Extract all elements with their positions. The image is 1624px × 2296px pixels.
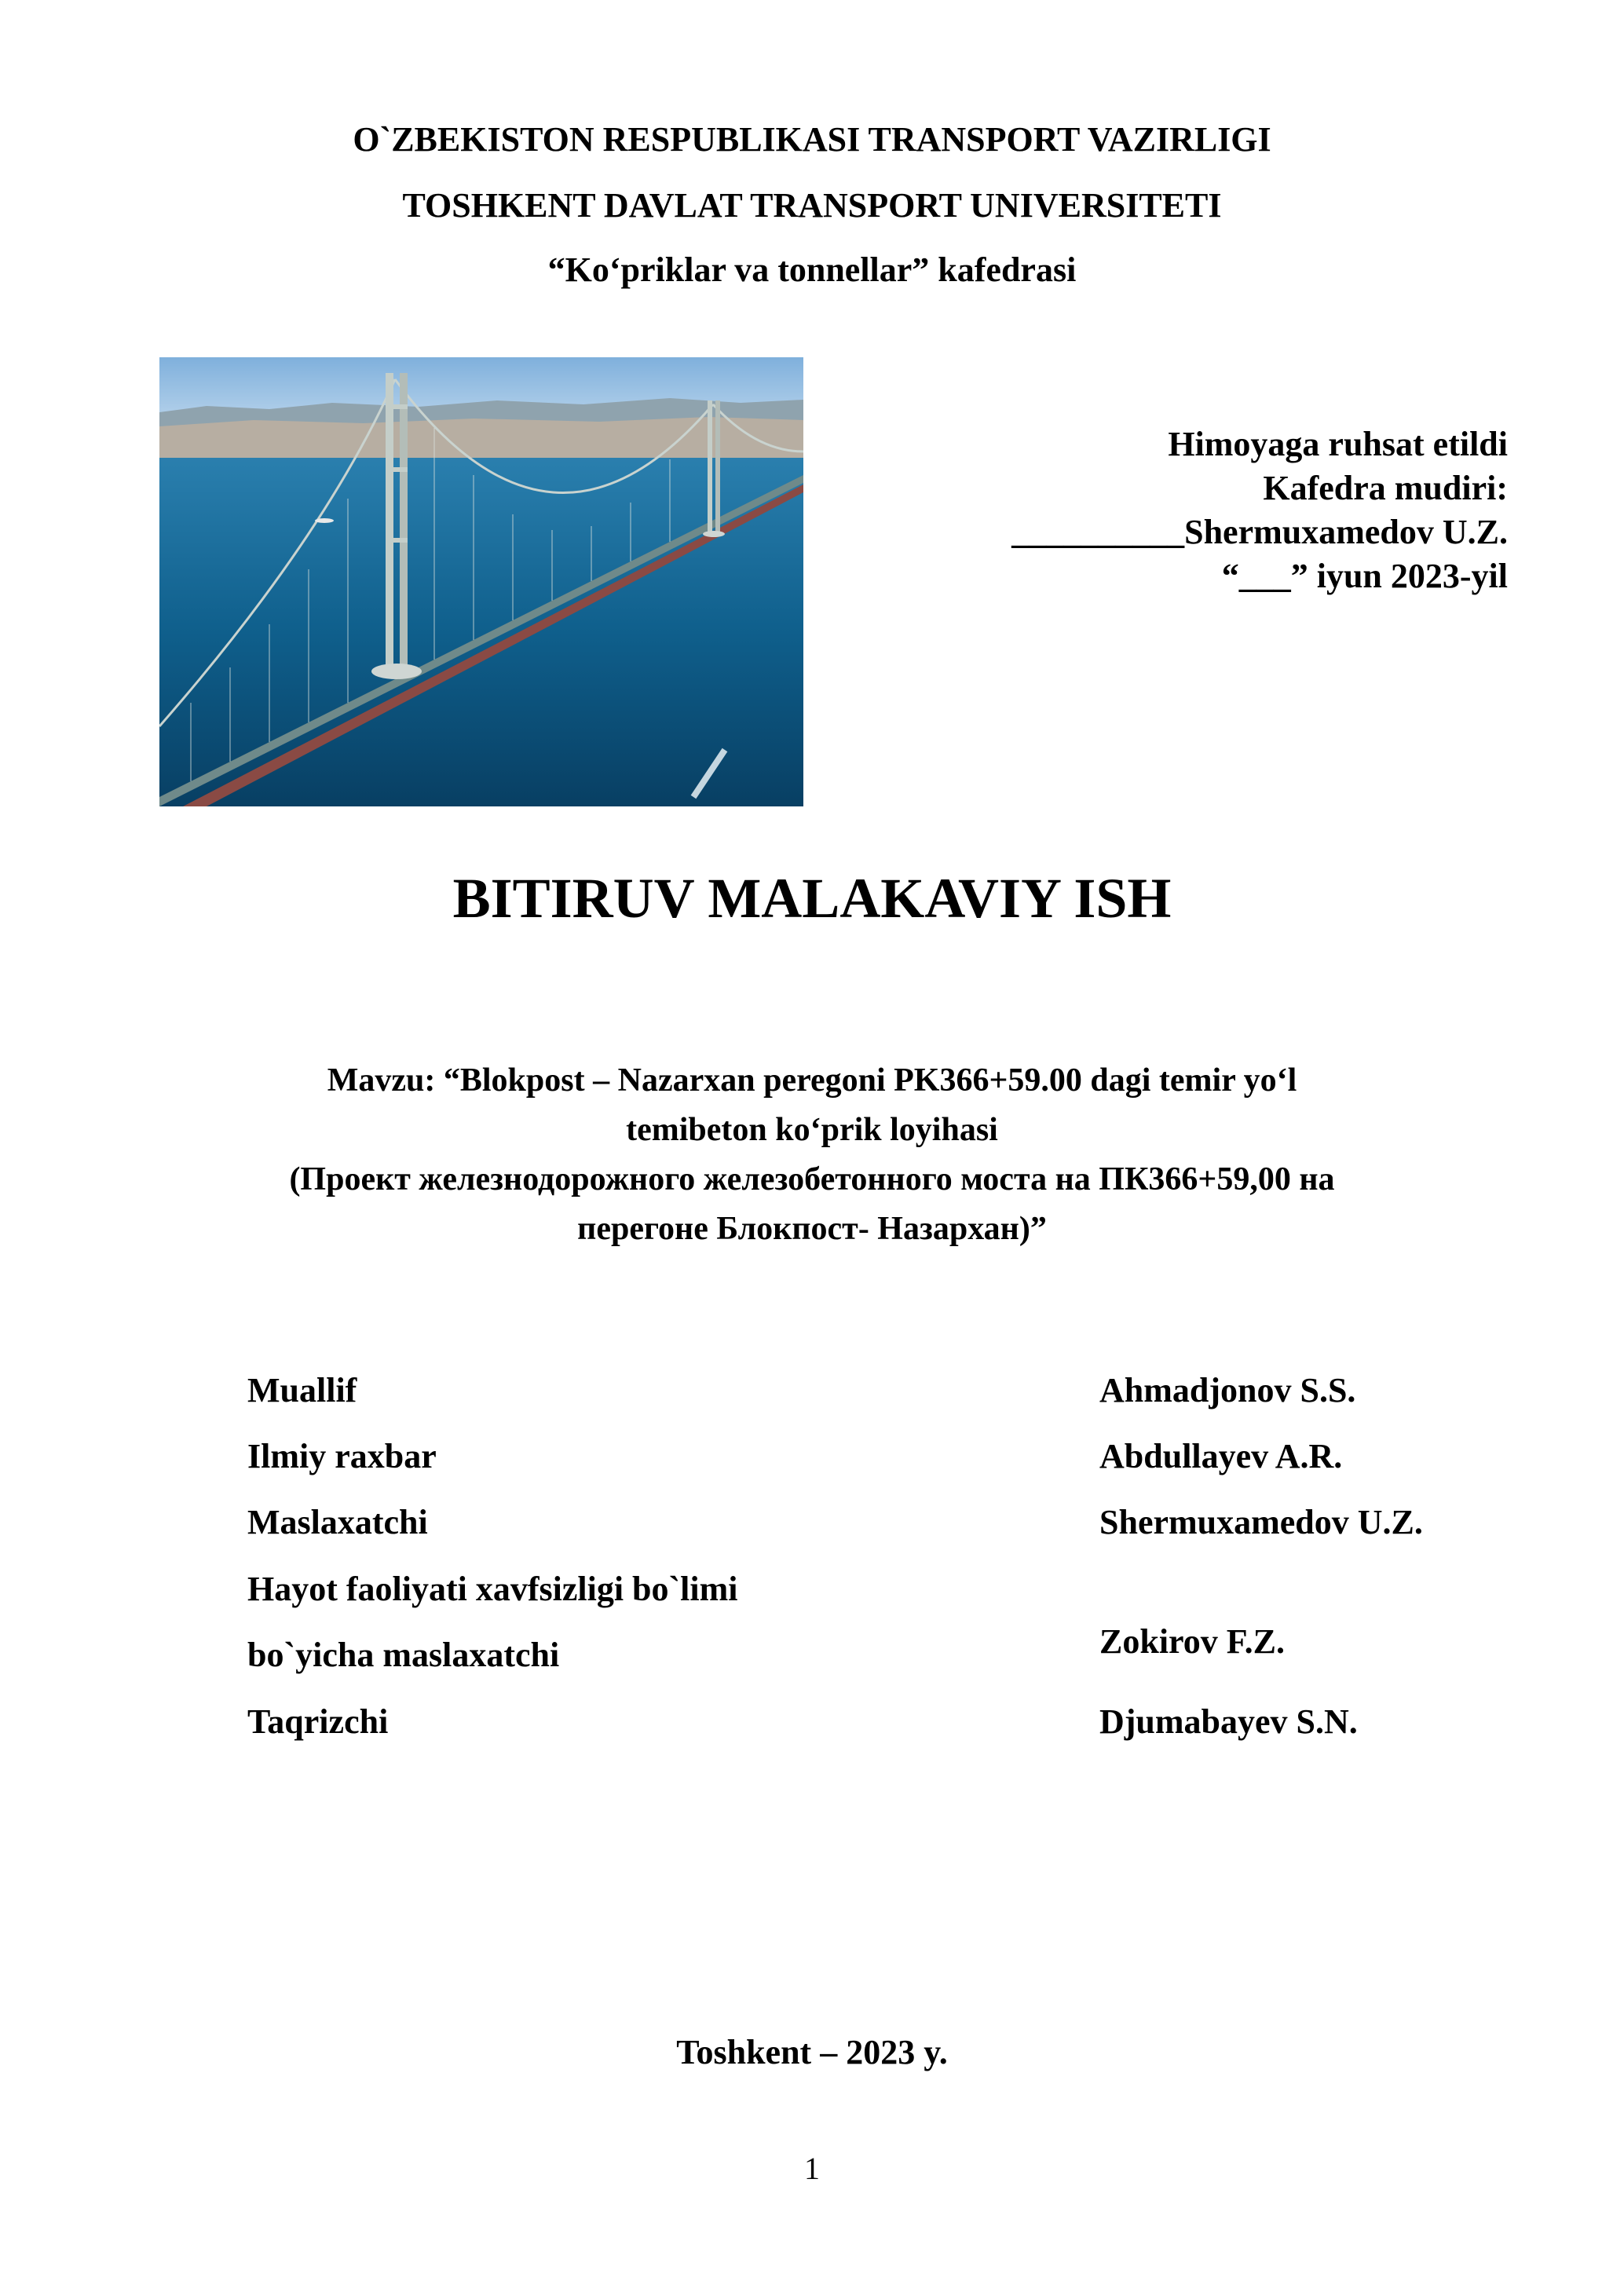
department-name: “Ko‘priklar va tonnellar” kafedrasi (547, 250, 1077, 289)
name-author: Ahmadjonov S.S. (1099, 1371, 1356, 1409)
name-reviewer: Djumabayev S.N. (1099, 1702, 1358, 1741)
name-consultant: Shermuxamedov U.Z. (1099, 1503, 1423, 1541)
role-safety-consultant: Hayot faoliyati xavfsizligi bo`limi (247, 1570, 738, 1608)
topic-line-1: Mavzu: “Blokpost – Nazarxan peregoni PK366+59.00 dagi temir yo‘l (327, 1062, 1297, 1099)
topic-line-3: (Проект железнодорожного железобетонного моста на ПК366+59,00 на (289, 1161, 1335, 1197)
suspension-bridge-photo (159, 357, 803, 806)
city-year: Toshkent – 2023 y. (676, 2033, 948, 2071)
university-name: TOSHKENT DAVLAT TRANSPORT UNIVERSITETI (402, 186, 1222, 225)
role-author: Muallif (247, 1371, 357, 1409)
topic-line-2: temibeton ko‘prik loyihasi (626, 1112, 998, 1148)
role-supervisor: Ilmiy raxbar (247, 1437, 437, 1475)
approval-line-2: Kafedra mudiri: (1263, 469, 1508, 507)
role-safety-consultant-line-2: bo`yicha maslaxatchi (247, 1636, 560, 1674)
approval-line-3: __________Shermuxamedov U.Z. (1011, 513, 1508, 551)
approval-line-1: Himoyaga ruhsat etildi (1168, 425, 1508, 463)
document-title: BITIRUV MALAKAVIY ISH (452, 867, 1172, 930)
topic-line-4: перегоне Блокпост- Назархан)” (577, 1211, 1047, 1247)
role-consultant: Maslaxatchi (247, 1503, 428, 1541)
approval-line-4: “___” iyun 2023-yil (1221, 557, 1508, 595)
name-supervisor: Abdullayev A.R. (1099, 1437, 1343, 1475)
name-safety-consultant: Zokirov F.Z. (1099, 1622, 1285, 1661)
page-number: 1 (804, 2151, 820, 2186)
role-reviewer: Taqrizchi (247, 1702, 389, 1741)
ministry-name: O`ZBEKISTON RESPUBLIKASI TRANSPORT VAZIRLIGI (353, 120, 1271, 159)
